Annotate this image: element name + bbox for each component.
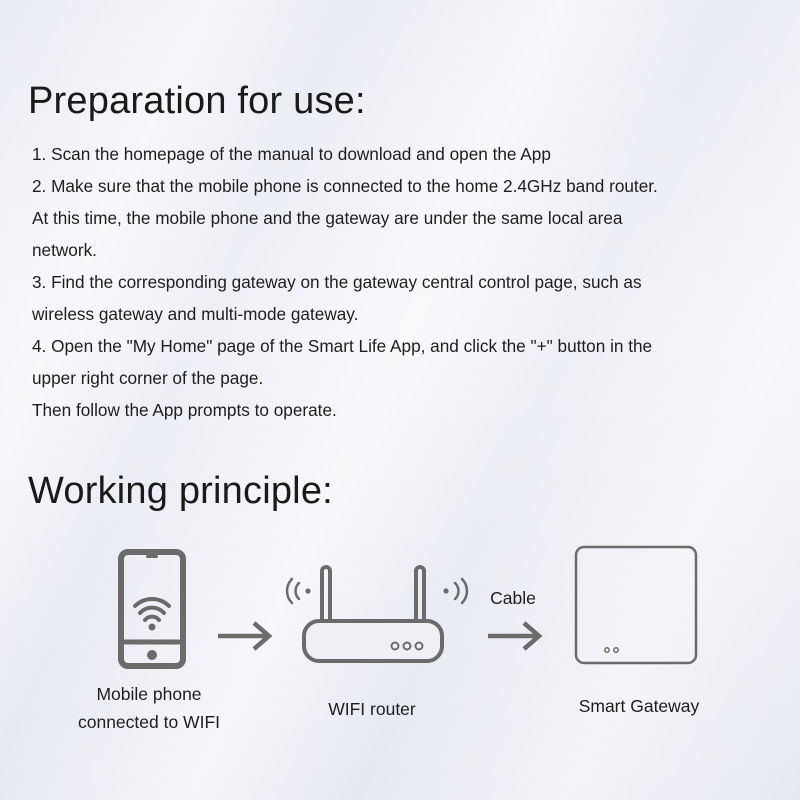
wifi-icon (135, 599, 169, 620)
phone-label-line: Mobile phone (96, 684, 202, 704)
router-icon (284, 563, 470, 665)
preparation-title: Preparation for use: (28, 80, 366, 122)
gateway-label: Smart Gateway (578, 696, 700, 716)
step-line: network. (32, 240, 97, 260)
step-line: 4. Open the "My Home" page of the Smart Life App, and click the "+" button in the (32, 336, 653, 356)
step-line: Then follow the App prompts to operate. (32, 400, 337, 420)
step-line: upper right corner of the page. (32, 368, 264, 388)
preparation-steps (32, 138, 782, 426)
step-line: 2. Make sure that the mobile phone is connected to the home 2.4GHz band router. (32, 176, 658, 196)
step-line: 3. Find the corresponding gateway on the gateway central control page, such as (32, 272, 642, 292)
phone-label (56, 680, 242, 736)
working-title: Working principle: (28, 470, 333, 512)
step-line: At this time, the mobile phone and the gateway are under the same local area (32, 208, 623, 228)
gateway-icon (574, 545, 698, 665)
arrow-right-icon (486, 620, 544, 652)
phone-icon (118, 549, 186, 669)
step-line: 1. Scan the homepage of the manual to download and open the App (32, 144, 551, 164)
phone-label-line: connected to WIFI (77, 712, 220, 732)
router-label: WIFI router (328, 699, 416, 719)
cable-label: Cable (490, 588, 536, 608)
arrow-right-icon (216, 620, 274, 652)
step-line: wireless gateway and multi-mode gateway. (32, 304, 359, 324)
